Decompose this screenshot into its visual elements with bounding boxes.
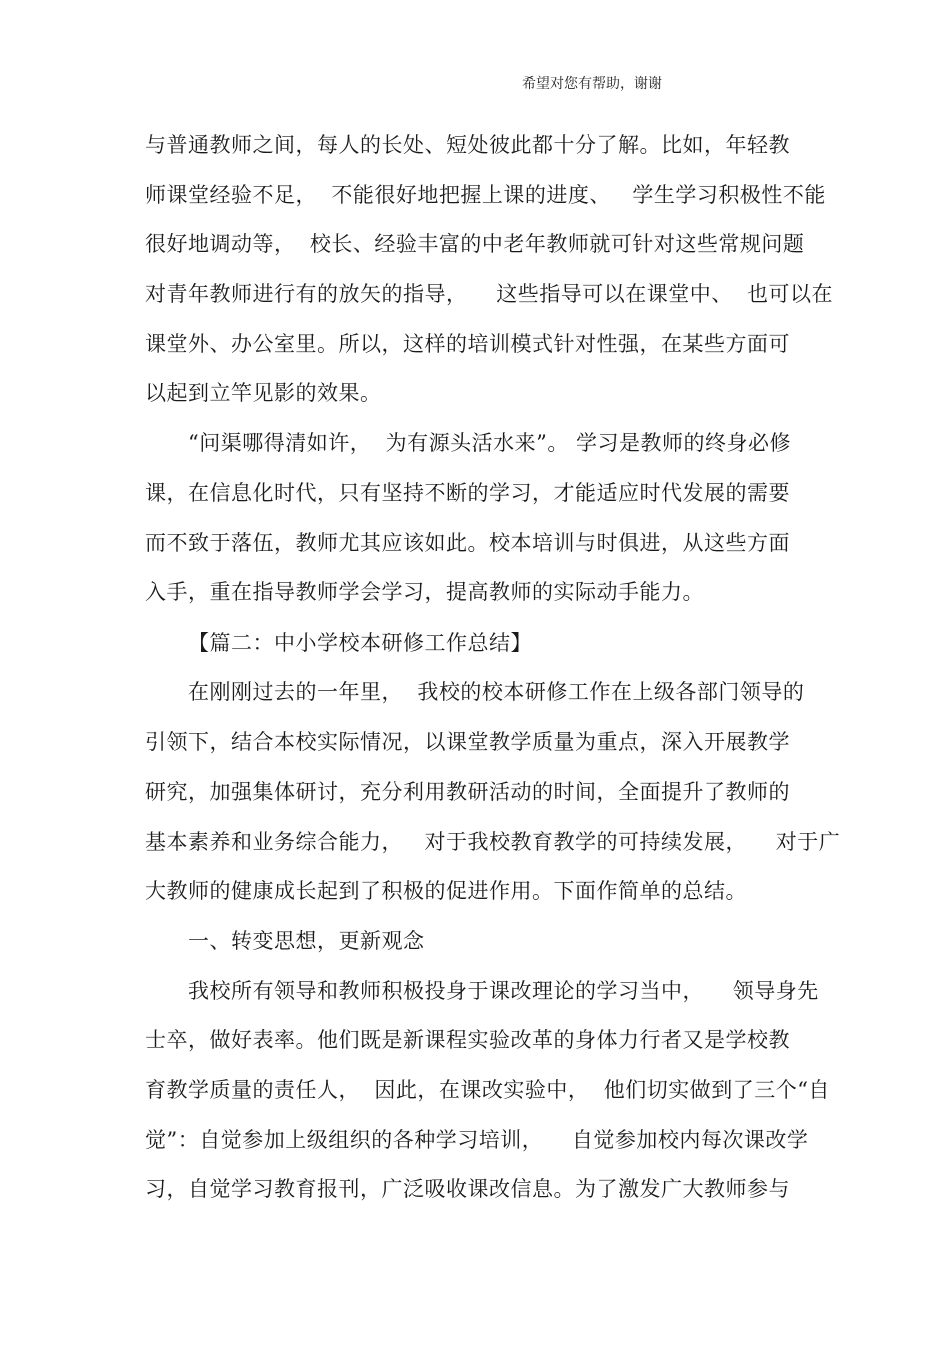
body-line: 研究，加强集体研讨，充分利用教研活动的时间，全面提升了教师的 (145, 780, 790, 804)
body-line: 入手，重在指导教师学会学习，提高教师的实际动手能力。 (145, 580, 704, 604)
body-line: 我校所有领导和教师积极投身于课改理论的学习当中， 领导身先 (188, 979, 819, 1003)
section-heading: 【篇二：中小学校本研修工作总结】 (188, 631, 532, 655)
body-line: 育教学质量的责任人， 因此，在课改实验中， 他们切实做到了三个“自 (145, 1078, 830, 1102)
body-line: 士卒，做好表率。他们既是新课程实验改革的身体力行者又是学校教 (145, 1028, 790, 1052)
body-line: 觉”：自觉参加上级组织的各种学习培训， 自觉参加校内每次课改学 (145, 1128, 809, 1152)
body-line: 课堂外、办公室里。所以，这样的培训模式针对性强，在某些方面可 (145, 332, 790, 356)
body-line: 课，在信息化时代，只有坚持不断的学习，才能适应时代发展的需要 (145, 481, 790, 505)
body-line: 基本素养和业务综合能力， 对于我校教育教学的可持续发展， 对于广 (145, 830, 841, 854)
header-note: 希望对您有帮助，谢谢 (522, 76, 662, 92)
body-line: 习，自觉学习教育报刊，广泛吸收课改信息。为了激发广大教师参与 (145, 1177, 790, 1201)
body-line: 与普通教师之间，每人的长处、短处彼此都十分了解。比如，年轻教 (145, 133, 790, 157)
body-line: 以起到立竿见影的效果。 (145, 381, 382, 405)
body-line: 在刚刚过去的一年里， 我校的校本研修工作在上级各部门领导的 (188, 680, 805, 704)
subsection-heading: 一、转变思想，更新观念 (188, 929, 425, 953)
body-line: “问渠哪得清如许， 为有源头活水来”。 学习是教师的终身必修 (188, 431, 791, 455)
body-line: 对青年教师进行有的放矢的指导， 这些指导可以在课堂中、 也可以在 (145, 282, 834, 306)
body-line: 师课堂经验不足， 不能很好地把握上课的进度、 学生学习积极性不能 (145, 183, 826, 207)
body-line: 引领下，结合本校实际情况，以课堂教学质量为重点，深入开展教学 (145, 730, 790, 754)
body-line: 很好地调动等， 校长、经验丰富的中老年教师就可针对这些常规问题 (145, 232, 805, 256)
body-line: 大教师的健康成长起到了积极的促进作用。下面作简单的总结。 (145, 879, 747, 903)
body-line: 而不致于落伍，教师尤其应该如此。校本培训与时俱进，从这些方面 (145, 531, 790, 555)
